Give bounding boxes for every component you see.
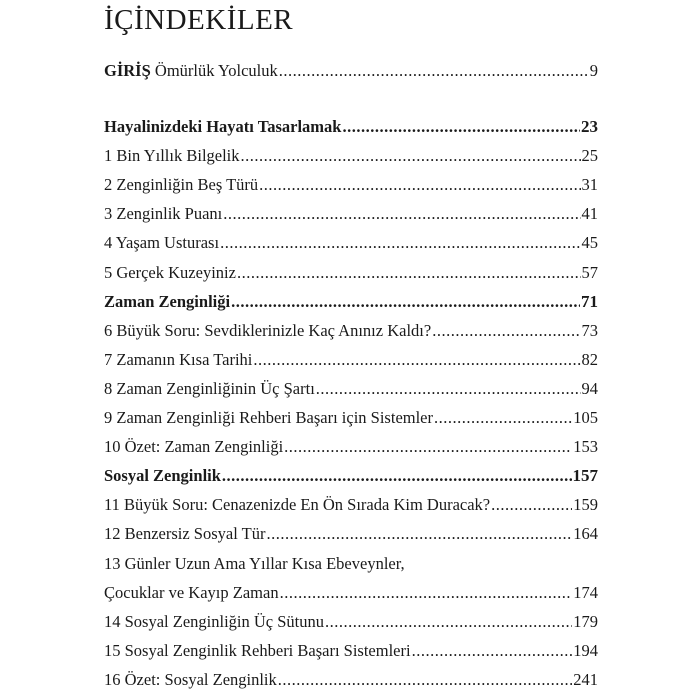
- dot-leader: [432, 321, 580, 341]
- toc-entry-label: 14 Sosyal Zenginliğin Üç Sütunu: [104, 611, 324, 631]
- toc-entry: [104, 583, 598, 607]
- dot-leader: [284, 437, 572, 457]
- dot-leader: [266, 524, 572, 544]
- toc-entry-label: [104, 61, 278, 81]
- toc-entry: [104, 350, 598, 374]
- dot-leader: [342, 117, 580, 137]
- toc-entry-page: 31: [581, 175, 598, 195]
- toc-entry: [104, 554, 598, 578]
- toc-entry-label: 8 Zaman Zenginliğinin Üç Şartı: [104, 378, 315, 398]
- toc-entry: [104, 612, 598, 636]
- dot-leader: [278, 670, 572, 690]
- dot-leader: [434, 408, 572, 428]
- toc-entry-label: 16 Özet: Sosyal Zenginlik: [104, 669, 277, 689]
- toc-entry-label: 4 Yaşam Usturası: [104, 233, 220, 253]
- toc-entry-label: 6 Büyük Soru: Sevdiklerinizle Kaç Anınız Kaldı?: [104, 320, 432, 340]
- toc-entry: [104, 641, 598, 665]
- toc-entry: [104, 146, 598, 170]
- toc-entry-label: 7 Zamanın Kısa Tarihi: [104, 349, 253, 369]
- toc-entry: [104, 233, 598, 257]
- toc-entry: [104, 524, 598, 548]
- toc-entry: [104, 175, 598, 199]
- toc-entry-page: 71: [581, 291, 598, 311]
- toc-entry-page: 157: [572, 466, 598, 486]
- dot-leader: [280, 583, 573, 603]
- toc-entry: [104, 263, 598, 287]
- toc-section-heading: [104, 292, 598, 316]
- toc-entry-page: 164: [573, 524, 598, 544]
- toc-entry: [104, 204, 598, 228]
- toc-entry-page: 153: [573, 437, 598, 457]
- toc-entry-label: 3 Zenginlik Puanı: [104, 204, 223, 224]
- dot-leader: [222, 466, 572, 486]
- toc-entry: [104, 670, 598, 694]
- toc-entry-label: 11 Büyük Soru: Cenazenizde En Ön Sırada Kim Duracak?: [104, 495, 491, 515]
- dot-leader: [316, 379, 581, 399]
- toc-entry-label: 1 Bin Yıllık Bilgelik: [104, 146, 240, 166]
- toc-entry: [104, 437, 598, 461]
- toc-entry-page: 94: [581, 378, 598, 398]
- toc-entry-page: 159: [573, 495, 598, 515]
- toc-entry-page: 57: [581, 262, 598, 282]
- toc-entry-label: 13 Günler Uzun Ama Yıllar Kısa Ebeveynler,: [104, 553, 405, 573]
- dot-leader: [253, 350, 580, 370]
- toc-entry-page: 179: [573, 611, 598, 631]
- dot-leader: [241, 146, 581, 166]
- dot-leader: [237, 263, 581, 283]
- toc-entry-intro: [104, 61, 598, 85]
- toc-entry-page: 23: [581, 117, 598, 136]
- toc-entry: [104, 321, 598, 345]
- intro-label: Ömürlük Yolculuk: [150, 61, 278, 80]
- toc-entry-page: 25: [581, 146, 598, 166]
- toc-entry-page: 73: [581, 320, 598, 340]
- toc-entry-label: Sosyal Zenginlik: [104, 466, 221, 486]
- toc-entry: [104, 495, 598, 519]
- toc-entry: [104, 379, 598, 403]
- dot-leader: [412, 641, 573, 661]
- toc-entry-page: 41: [581, 204, 598, 224]
- toc-entry: [104, 408, 598, 432]
- toc-entry-label: Zaman Zenginliği: [104, 291, 231, 311]
- dot-leader: [325, 612, 572, 632]
- toc-entry-label: Hayalinizdeki Hayatı Tasarlamak: [104, 117, 342, 136]
- toc-entry-label: 10 Özet: Zaman Zenginliği: [104, 437, 284, 457]
- toc-entry-label: 12 Benzersiz Sosyal Tür: [104, 524, 266, 544]
- dot-leader: [279, 61, 589, 81]
- dot-leader: [491, 495, 572, 515]
- toc-entry-label: Çocuklar ve Kayıp Zaman: [104, 582, 279, 602]
- toc-entry-label: 2 Zenginliğin Beş Türü: [104, 175, 259, 195]
- toc-entry-label: 9 Zaman Zenginliği Rehberi Başarı için Sistemler: [104, 408, 434, 427]
- dot-leader: [231, 292, 580, 312]
- page-title: İÇİNDEKİLER: [104, 4, 294, 36]
- toc-entry-page: 82: [581, 349, 598, 369]
- intro-bold-label: GİRİŞ: [104, 61, 151, 80]
- toc-entry-page: 105: [573, 408, 598, 427]
- dot-leader: [259, 175, 580, 195]
- toc-entry-page: 174: [573, 582, 598, 602]
- dot-leader: [220, 233, 580, 253]
- toc-section-heading: [104, 466, 598, 490]
- toc-section-heading: [104, 117, 598, 141]
- dot-leader: [223, 204, 580, 224]
- toc-entry-label: 15 Sosyal Zenginlik Rehberi Başarı Sistemleri: [104, 640, 411, 660]
- toc-entry-page: 45: [581, 233, 598, 253]
- toc-entry-page: 9: [589, 61, 598, 80]
- toc-entry-page: 194: [573, 640, 598, 660]
- toc-entry-label: 5 Gerçek Kuzeyiniz: [104, 262, 236, 282]
- toc-entry-page: 241: [573, 669, 598, 689]
